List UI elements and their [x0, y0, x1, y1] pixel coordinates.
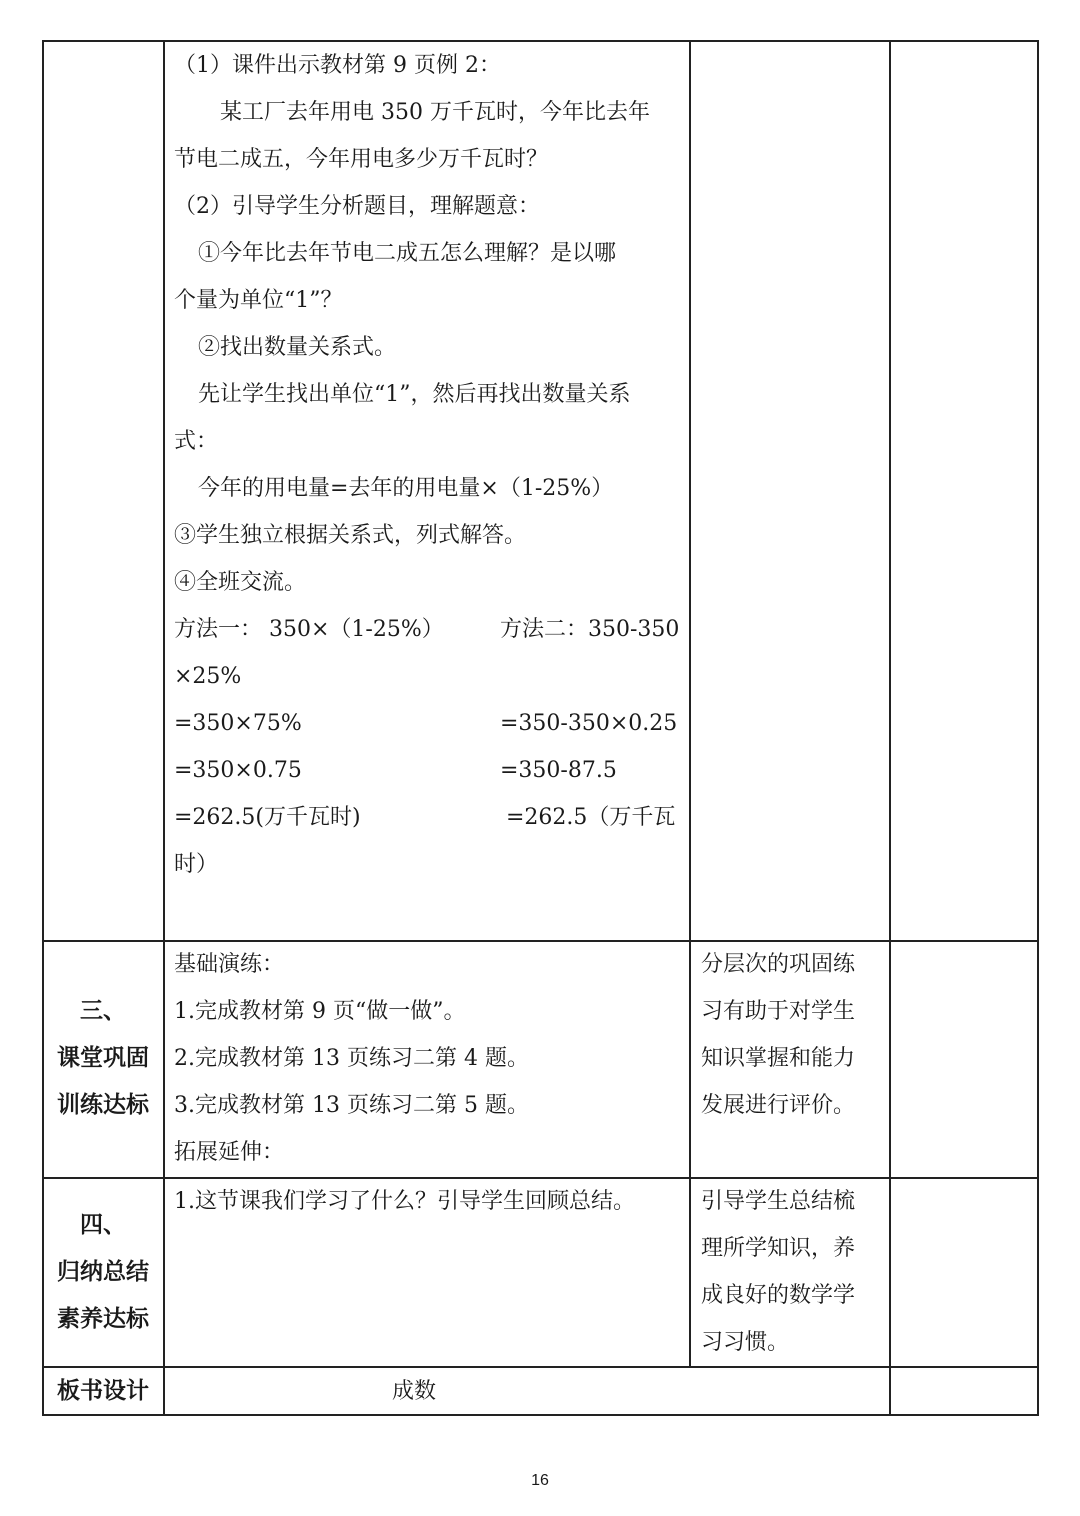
- text-line: 个量为单位“1”？: [174, 288, 343, 313]
- text-line: （1）课件出示教材第 9 页例 2：: [174, 53, 501, 78]
- method-one-line: =350×75%: [174, 711, 302, 736]
- method-two-line-3: =350-87.5: [500, 758, 617, 783]
- method-two-line-2: =350-350×0.25: [500, 711, 678, 736]
- row3-label-line: 四、: [80, 1212, 126, 1238]
- text-line: ①今年比去年节电二成五怎么理解？是以哪: [198, 241, 617, 266]
- table-col-divider-1: [163, 40, 165, 1415]
- method-one-line: 时）: [174, 852, 219, 877]
- method-one-line: 方法一： 350×（1-25%）: [174, 617, 444, 642]
- row2-label: [43, 988, 163, 1129]
- note-line: 习习惯。: [701, 1330, 790, 1355]
- text-line: 先让学生找出单位“1”，然后再找出数量关系: [198, 382, 631, 407]
- text-line: 某工厂去年用电 350 万千瓦时，今年比去年: [220, 100, 650, 125]
- text-line: 1.这节课我们学习了什么？引导学生回顾总结。: [174, 1189, 635, 1214]
- row2-note: [701, 941, 855, 1129]
- text-line: ③学生独立根据关系式，列式解答。: [174, 523, 527, 548]
- row4-label: 板书设计: [57, 1378, 149, 1404]
- row1-content: [174, 42, 650, 606]
- page-number: 16: [531, 1472, 549, 1489]
- note-line: 分层次的巩固练: [701, 952, 856, 977]
- text-line: 3.完成教材第 13 页练习二第 5 题。: [174, 1093, 529, 1118]
- method-two-line-1: 方法二：350-350: [500, 617, 680, 642]
- row4-content: 成数: [392, 1379, 437, 1404]
- text-line: ②找出数量关系式。: [198, 335, 397, 360]
- row3-label: [43, 1202, 163, 1343]
- text-line: ④全班交流。: [174, 570, 307, 595]
- text-line: （2）引导学生分析题目，理解题意：: [174, 194, 540, 219]
- table-border-right: [1037, 40, 1039, 1415]
- table-col-divider-2: [689, 40, 691, 1367]
- note-line: 引导学生总结梳: [701, 1189, 856, 1214]
- note-line: 成良好的数学学: [701, 1283, 856, 1308]
- row3-label-line: 归纳总结: [57, 1259, 149, 1285]
- text-line: 拓展延伸：: [174, 1140, 285, 1165]
- row3-note: [701, 1178, 855, 1366]
- note-line: 发展进行评价。: [701, 1093, 856, 1118]
- method-one-line: ×25%: [174, 664, 242, 689]
- method-one-line: =262.5(万千瓦时): [174, 805, 361, 830]
- row2-label-line: 课堂巩固: [57, 1045, 149, 1071]
- note-line: 理所学知识，养: [701, 1236, 856, 1261]
- row2-content: [174, 941, 529, 1176]
- table-row-divider-3: [42, 1366, 1039, 1368]
- text-line: 节电二成五，今年用电多少万千瓦时？: [174, 147, 549, 172]
- text-line: 基础演练：: [174, 952, 285, 977]
- method-one-line: =350×0.75: [174, 758, 302, 783]
- row2-label-line: 三、: [80, 998, 126, 1024]
- note-line: 知识掌握和能力: [701, 1046, 856, 1071]
- table-border-bottom: [42, 1414, 1039, 1416]
- table-col-divider-3: [889, 40, 891, 1415]
- note-line: 习有助于对学生: [701, 999, 856, 1024]
- method-one: [174, 606, 444, 888]
- row2-label-line: 训练达标: [57, 1092, 149, 1118]
- method-two-line-4: =262.5（万千瓦: [506, 805, 676, 830]
- text-line: 今年的用电量=去年的用电量×（1-25%）: [198, 476, 614, 501]
- row3-label-line: 素养达标: [57, 1306, 149, 1332]
- text-line: 式：: [174, 429, 219, 454]
- row3-content: [174, 1178, 635, 1225]
- text-line: 1.完成教材第 9 页“做一做”。: [174, 999, 466, 1024]
- text-line: 2.完成教材第 13 页练习二第 4 题。: [174, 1046, 529, 1071]
